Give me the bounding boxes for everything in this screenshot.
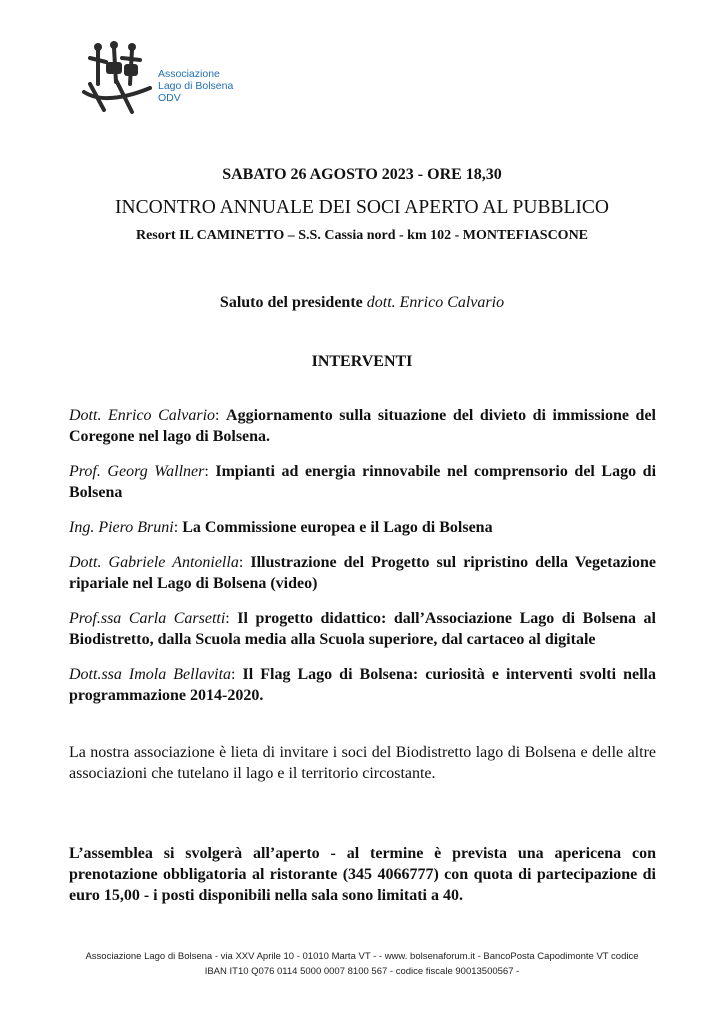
assembly-paragraph: L’assemblea si svolgerà all’aperto - al termine è prevista una apericena con prenotazione obbligatoria al ristorante (345 4066777) con quota di partecipazione di euro 15,00 - i posti disponibili nella sala sono limitati a 40. [69,845,656,904]
talk-item: Ing. Piero Bruni: La Commissione europea e il Lago di Bolsena [69,519,493,536]
talk-item: Dott. Gabriele Antoniella: Illustrazione del Progetto sul ripristino della Vegetazione ripariale nel Lago di Bolsena (video) [69,554,656,592]
association-logo [76,40,256,118]
logo-line-1: Associazione [158,68,220,80]
greeting-label: Saluto del presidente [219,294,363,311]
talk-title: Il Flag Lago di Bolsena: curiosità e interventi svolti nella programmazione 2014-2020. [69,666,656,704]
footer-line-1: Associazione Lago di Bolsena - via XXV Aprile 10 - 01010 Marta VT - - www. bolsenaforum.it - BancoPosta Capodimonte VT codice [85,951,639,962]
talk-item: Prof. Georg Wallner: Impianti ad energia rinnovabile nel comprensorio del Lago di Bolsena [69,463,657,501]
talk-speaker: Dott. Gabriele Antoniella [69,554,239,571]
talks-list [69,405,656,720]
section-title: INTERVENTI [311,353,413,370]
logo-line-3: ODV [158,92,181,104]
footer [0,949,724,979]
talk-title: La Commissione europea e il Lago di Bolsena [182,519,493,536]
boat-figures-icon [76,40,156,118]
talk-title: Impianti ad energia rinnovabile nel comprensorio del Lago di Bolsena [69,463,657,501]
talk-speaker: Dott. Enrico Calvario [69,407,216,424]
logo-text [158,68,233,104]
logo-line-2: Lago di Bolsena [158,80,234,92]
footer-line-2: IBAN IT10 Q076 0114 5000 0007 8100 567 - codice fiscale 90013500567 - [204,966,520,977]
greeting [0,294,724,312]
talk-speaker: Prof. Georg Wallner [69,463,205,480]
talk-speaker: Prof.ssa Carla Carsetti [69,610,226,627]
talk-title: Il progetto didattico: dall’Associazione Lago di Bolsena al Biodistretto, dalla Scuola media alla Scuola superiore, dal cartaceo al digitale [69,610,656,648]
invitation-paragraph: La nostra associazione è lieta di invitare i soci del Biodistretto lago di Bolsena e delle altre associazioni che tutelano il lago e il territorio circostante. [69,744,656,782]
talk-speaker: Dott.ssa Imola Bellavita [69,666,232,683]
event-venue: Resort IL CAMINETTO – S.S. Cassia nord - km 102 - MONTEFIASCONE [135,228,589,243]
talk-item: Prof.ssa Carla Carsetti: Il progetto didattico: dall’Associazione Lago di Bolsena al Biodistretto, dalla Scuola media alla Scuola superiore, dal cartaceo al digitale [69,610,656,648]
talk-item: Dott. Enrico Calvario: Aggiornamento sulla situazione del divieto di immissione del Coregone nel lago di Bolsena. [69,407,656,445]
talk-title: Illustrazione del Progetto sul ripristino della Vegetazione ripariale nel Lago di Bolsena (video) [69,554,656,592]
talk-item: Dott.ssa Imola Bellavita: Il Flag Lago di Bolsena: curiosità e interventi svolti nella programmazione 2014-2020. [69,666,656,704]
talk-title: Aggiornamento sulla situazione del divieto di immissione del Coregone nel lago di Bolsena. [69,407,656,445]
event-date: SABATO 26 AGOSTO 2023 - ORE 18,30 [222,166,502,183]
talk-speaker: Ing. Piero Bruni [69,519,174,536]
greeting-speaker: dott. Enrico Calvario [366,294,505,311]
event-title: INCONTRO ANNUALE DEI SOCI APERTO AL PUBBLICO [115,197,609,218]
